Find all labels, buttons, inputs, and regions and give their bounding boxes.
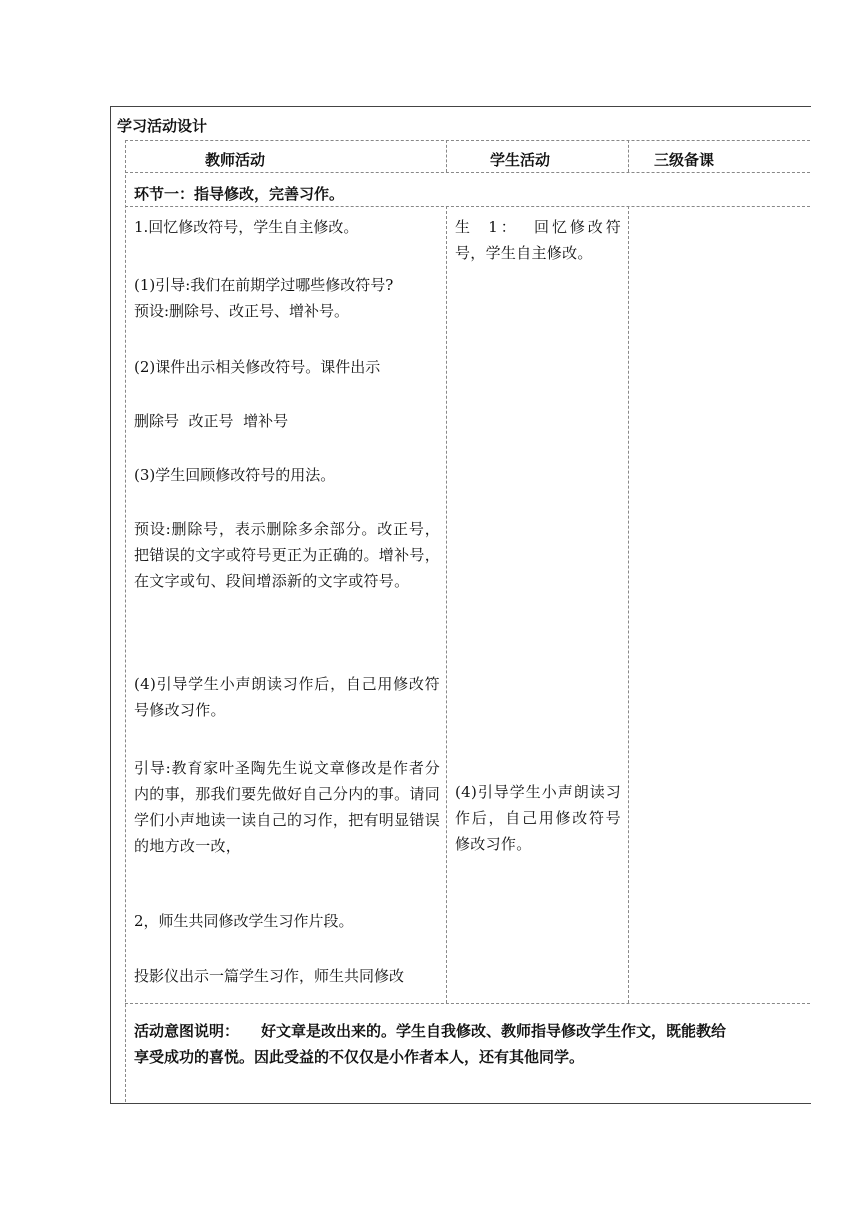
- activity-intent-text-1: 好文章是改出来的。学生自我修改、教师指导修改学生作文，既能教给: [261, 1022, 727, 1040]
- segment-title: 环节一：指导修改，完善习作。: [134, 185, 345, 203]
- teacher-step-1-3: (3)学生回顾修改符号的用法。: [134, 466, 336, 484]
- header-divider-2: [628, 140, 629, 172]
- section-title: 学习活动设计: [117, 117, 208, 135]
- header-teacher-activity: 教师活动: [205, 151, 266, 169]
- student-step-4: (4)引导学生小声朗读习作后，自己用修改符号修改习作。: [455, 783, 621, 853]
- header-top-border: [125, 140, 810, 141]
- teacher-step-2: 2，师生共同修改学生习作片段。: [134, 912, 354, 930]
- header-divider-1: [446, 140, 447, 172]
- teacher-step-1-2: (2)课件出示相关修改符号。课件出示: [134, 358, 381, 376]
- header-student-activity: 学生活动: [490, 151, 551, 169]
- table-left-border: [125, 140, 126, 1102]
- activity-intent-label: 活动意图说明：: [134, 1022, 240, 1040]
- header-bottom-border: [125, 172, 810, 173]
- teacher-step-1-1-question: (1)引导:我们在前期学过哪些修改符号?: [134, 276, 394, 294]
- teacher-step-1-4: (4)引导学生小声朗读习作后，自己用修改符号修改习作。: [134, 675, 440, 719]
- revision-symbols-list: 删除号 改正号 增补号: [134, 412, 289, 430]
- teacher-step-2-projector: 投影仪出示一篇学生习作，师生共同修改: [134, 967, 405, 985]
- column-divider-2: [628, 206, 629, 1003]
- activity-intent-line-1: [134, 1018, 810, 1044]
- student-step-1: 生 1： 回忆修改符号，学生自主修改。: [455, 218, 621, 262]
- teacher-step-1-1-preset: 预设:删除号、改正号、增补号。: [134, 302, 350, 320]
- header-three-level-prep: 三级备课: [654, 151, 715, 169]
- teacher-guidance-quote: 引导:教育家叶圣陶先生说文章修改是作者分内的事，那我们要先做好自己分内的事。请同学们小声地读一读自己的习作，把有明显错误的地方改一改，: [134, 759, 441, 855]
- segment-bottom-border: [125, 206, 810, 207]
- activity-intent-line-2: 享受成功的喜悦。因此受益的不仅仅是小作者本人，还有其他同学。: [134, 1048, 585, 1066]
- teacher-step-1-3-preset: 预设:删除号，表示删除多余部分。改正号，把错误的文字或符号更正为正确的。增补号，在文字或句、段间增添新的文字或符号。: [134, 520, 441, 590]
- content-bottom-border: [125, 1003, 810, 1004]
- teacher-step-1: 1.回忆修改符号，学生自主修改。: [134, 218, 359, 236]
- column-divider-1: [446, 206, 447, 1003]
